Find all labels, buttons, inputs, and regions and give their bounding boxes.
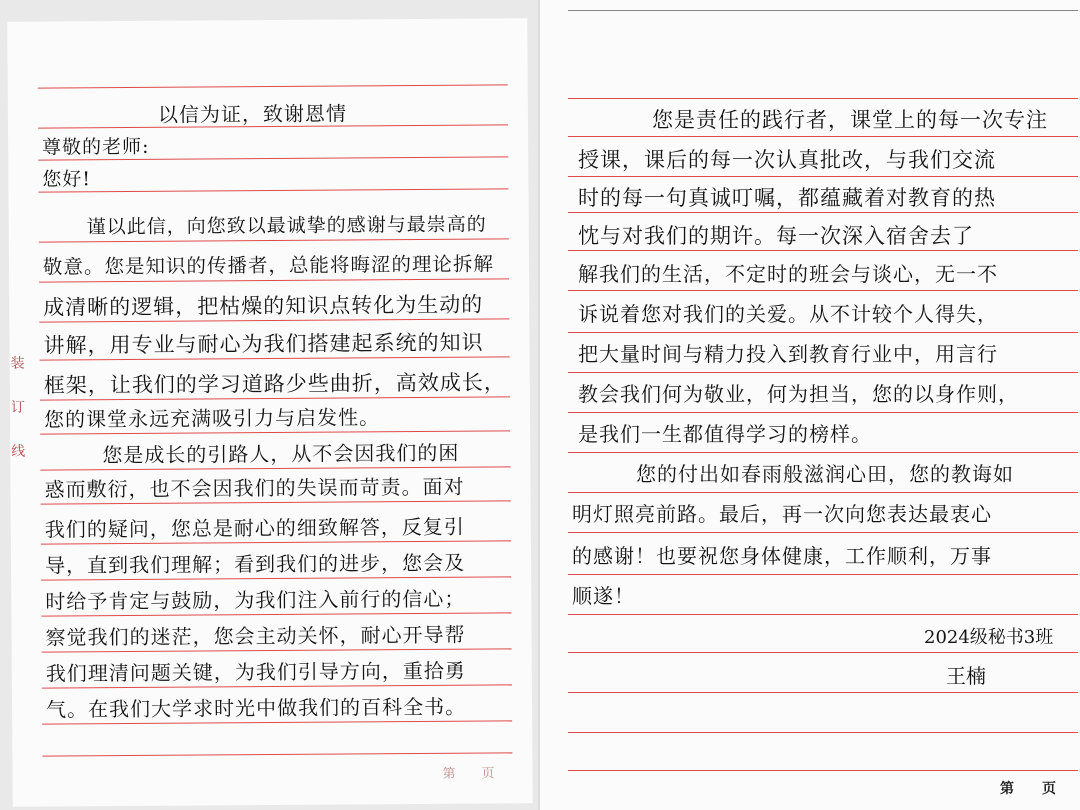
text-line: 导，直到我们理解；看到我们的进步，您会及 — [44, 550, 466, 578]
text-line: 您的付出如春雨般滋润心田，您的教诲如 — [636, 462, 1014, 486]
text-line: 尊敬的老师: — [42, 135, 150, 159]
text-line: 诉说着您对我们的关爱。从不计较个人得失， — [578, 302, 998, 326]
text-line: 成清晰的逻辑，把枯燥的知识点转化为生动的 — [43, 292, 484, 320]
binding-char: 装 — [10, 355, 25, 372]
text-line: 时的每一句真诚叮嘱，都蕴藏着对教育的热 — [578, 186, 996, 210]
rule-line — [568, 732, 1078, 733]
rule-line — [568, 250, 1078, 251]
text-line: 授课，课后的每一次认真批改，与我们交流 — [578, 148, 996, 172]
text-line: 察觉我们的迷茫，您会主动关怀，耐心开导帮 — [45, 622, 466, 650]
text-line: 敬意。您是知识的传播者，总能将晦涩的理论拆解 — [42, 252, 495, 279]
right-page — [540, 0, 1080, 810]
rule-line — [568, 492, 1078, 493]
binding-mark — [10, 342, 27, 474]
text-line: 您好! — [42, 168, 92, 191]
rule-line — [568, 770, 1078, 771]
rule-line — [568, 332, 1078, 333]
text-line: 顺遂！ — [572, 584, 635, 608]
rule-line — [568, 614, 1078, 615]
text-line: 您是责任的践行者，课堂上的每一次专注 — [652, 108, 1048, 132]
page-number-label: 第 页 — [1000, 781, 1056, 797]
text-line: 您的课堂永远充满吸引力与启发性。 — [43, 405, 381, 432]
rule-line — [42, 752, 512, 756]
rule-line — [568, 212, 1078, 213]
text-line: 教会我们何为敬业，何为担当，您的以身作则， — [578, 382, 1019, 406]
rule-line — [38, 188, 508, 192]
text-line: 气。在我们大学求时光中做我们的百科全书。 — [45, 694, 467, 722]
rule-line — [568, 692, 1078, 693]
rule-line — [38, 84, 508, 88]
rule-line — [568, 136, 1078, 137]
text-line: 您是成长的引路人，从不会因我们的困 — [102, 440, 460, 468]
text-line: 惑而敷衍，也不会因我们的失误而苛责。面对 — [44, 474, 465, 502]
rule-line — [568, 532, 1078, 533]
text-line: 解我们的生活，不定时的班会与谈心，无一不 — [578, 262, 998, 286]
rule-line — [568, 98, 1078, 99]
text-line: 框架，让我们的学习道路少些曲折，高效成长， — [43, 370, 506, 398]
signature-name: 王楠 — [946, 664, 986, 688]
text-line: 把大量时间与精力投入到教育行业中，用言行 — [578, 342, 998, 366]
rule-line — [568, 372, 1078, 373]
signature-class: 2024级秘书3班 — [924, 627, 1054, 648]
rule-line — [568, 652, 1078, 653]
text-line: 我们的疑问，您总是耐心的细致解答，反复引 — [44, 514, 465, 542]
text-line: 的感谢！也要祝您身体健康，工作顺利，万事 — [572, 544, 992, 568]
rule-line — [568, 176, 1078, 177]
rule-line — [568, 412, 1078, 413]
binding-char: 线 — [11, 443, 26, 460]
rule-line — [568, 290, 1078, 291]
rule-line — [568, 452, 1078, 453]
letter-title: 以信为证，致谢恩情 — [157, 101, 347, 127]
text-line: 谨以此信，向您致以最诚挚的感谢与最崇高的 — [86, 213, 487, 239]
text-line: 我们理清问题关键，为我们引导方向，重拾勇 — [45, 658, 466, 686]
binding-char: 订 — [10, 399, 26, 416]
rule-line — [568, 574, 1078, 575]
text-line: 讲解，用专业与耐心为我们搭建起系统的知识 — [43, 330, 484, 358]
rule-line — [568, 10, 1078, 11]
text-line: 是我们一生都值得学习的榜样。 — [578, 422, 872, 446]
text-line: 时给予肯定与鼓励，为我们注入前行的信心； — [45, 586, 466, 614]
page-number-label: 第 页 — [442, 766, 495, 782]
text-line: 忱与对我们的期许。每一次深入宿舍去了 — [578, 224, 974, 248]
text-line: 明灯照亮前路。最后，再一次向您表达最衷心 — [572, 502, 992, 526]
left-page — [7, 18, 532, 807]
